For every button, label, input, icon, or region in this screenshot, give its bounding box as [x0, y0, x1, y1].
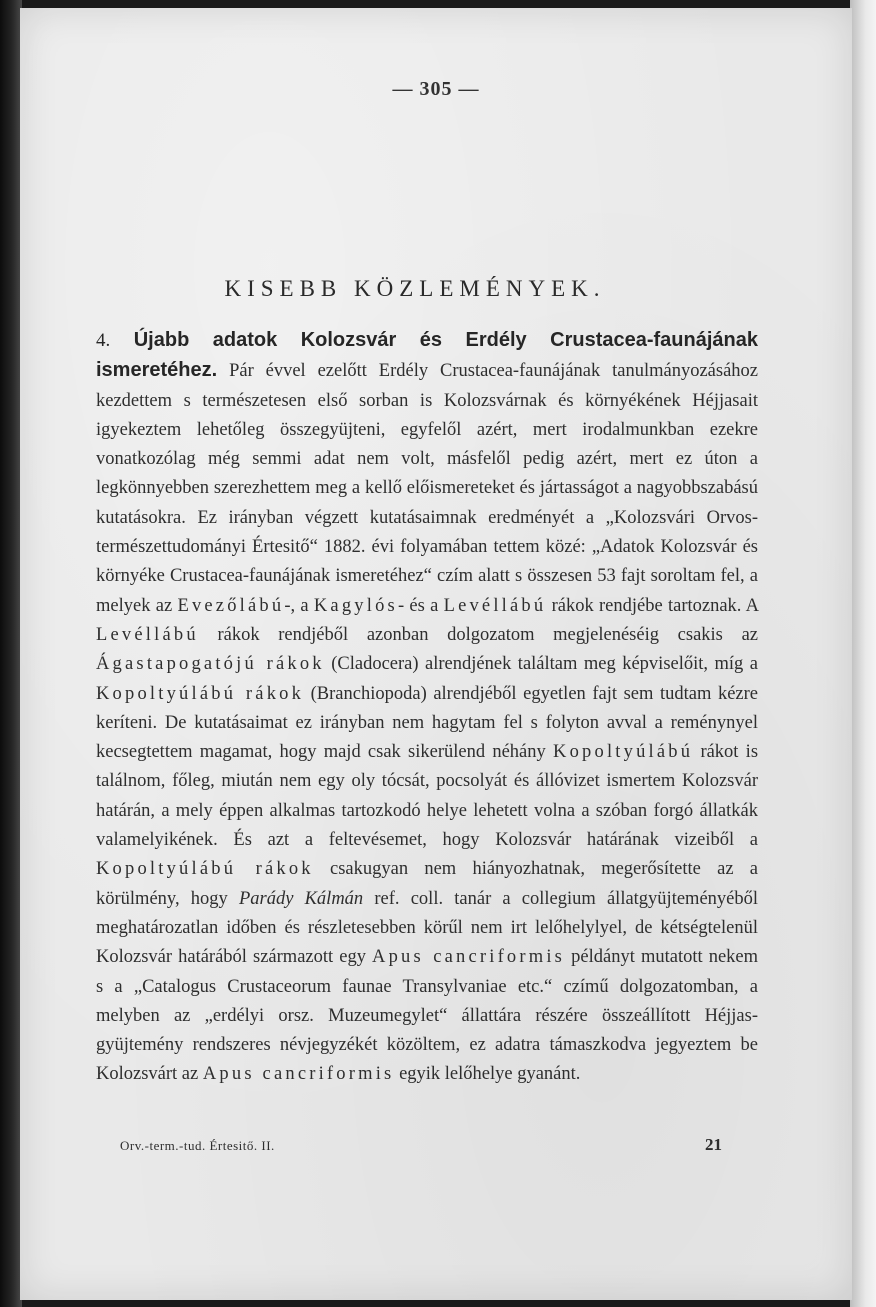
article-text-6: (Cladocera) alrendjének találtam meg képviselőit, míg a — [331, 654, 758, 675]
term-levellabu-2: Levéllábú — [96, 624, 199, 645]
article-text-4: rákok rendjébe tartoznak. A — [551, 595, 759, 616]
term-agastapogatoju: Ágastapogatójú rákok — [96, 654, 325, 675]
article-title: Újabb adatok Kolozsvár és Erdély Crustacea-faunájának ismeretéhez. — [96, 329, 758, 382]
species-apus-2: Apus cancriformis — [202, 1064, 395, 1085]
article-body — [96, 326, 758, 1090]
article-text-3: - és a — [397, 595, 439, 616]
term-kopoltyulabu-3: Kopoltyúlábú rákok — [96, 859, 314, 880]
book-page — [20, 8, 852, 1300]
footer-journal: Orv.-term.-tud. Értesitő. II. — [120, 1138, 275, 1153]
article-text-1: Pár évvel ezelőtt Erdély Crustacea-faunájának tanulmányozásához kezdettem s természetesen első sorban is Kolozsvárnak és környékének Héjjasait igyekeztem lehetőleg összegyüjteni, egyfelől azért, mert irodalmunkban ezekre vonatkozólag még semmi adat nem volt, másfelől pedig azért, mert ez úton a legkönnyebben szerezhettem meg a kellő előismereteket és jártasságot a nagyobbszabású kutatásokra. Ez irányban végzett kutatásaimnak eredményét a „Kolozsvári Orvos-természettudományi Értesitő“ 1882. évi folyamában tettem közé: „Adatok Kolozsvár és környéke Crustacea-faunájának ismeretéhez“ czím alatt s összesen 53 fajt soroltam fel, a melyek az — [96, 361, 759, 616]
person-name: Parády Kálmán — [238, 888, 364, 909]
article-text-2: -, a — [284, 595, 309, 616]
article-text-12: egyik lelőhelye gyanánt. — [399, 1064, 581, 1085]
article-text-8: rákot is találnom, főleg, miután nem egy oly tócsát, pocsolyát és állóvizet ismertem Kolozsvár határán, a mely éppen alkalmas tartozkodó helye lehetett volna a szóban forgó állatkák valamelyikének. És azt a feltevésemet, hogy Kolozsvár határának vizeiből a — [96, 742, 759, 851]
article-text-9: csakugyan nem hiányozhatnak, megerősítette az a körülmény, hogy — [96, 859, 759, 909]
section-heading: KISEBB KÖZLEMÉNYEK. — [224, 276, 606, 301]
species-apus-1: Apus cancriformis — [372, 947, 566, 968]
footer-sheet-number: 21 — [705, 1135, 722, 1154]
article-text-5: rákok rendjéből azonban dolgozatom megjelenéséig csakis az — [217, 624, 758, 645]
scan-edge-right — [850, 0, 876, 1307]
article-number: 4. — [96, 330, 111, 351]
article-text-11: példányt mutatott nekem s a „Catalogus Crustaceorum faunae Transylvaniae etc.“ czímű dolgozatomban, a melyben az „erdélyi orsz. Muzeumegylet“ állattára részére összeállított Héjjas-gyüjtemény rendszeres névjegyzékét közöltem, ez adatra támaszkodva jegyeztem be Kolozsvárt az — [96, 947, 759, 1085]
term-kagylos: Kagylós — [313, 595, 398, 616]
scan-edge-left — [0, 0, 22, 1307]
term-kopoltyulabu-2: Kopoltyúlábú — [553, 742, 694, 763]
term-levellabu-1: Levéllábú — [443, 595, 547, 616]
term-evezolabu: Evezőlábú — [177, 595, 285, 616]
page-number: — 305 — — [392, 78, 480, 100]
article-text-7: (Branchiopoda) alrendjéből egyetlen fajt sem tudtam kézre keríteni. De kutatásaimat ez irányban nem hagytam fel s folyton avval a reménynyel kecsegtettem magamat, hogy majd csak sikerülend néhány — [96, 683, 758, 763]
term-kopoltyulabu-1: Kopoltyúlábú rákok — [96, 683, 305, 704]
article-text-10: ref. coll. tanár a collegium állatgyüjteményéből meghatározatlan időben és részletesebben körűl nem irt lelőhelylyel, de kétségtelenül Kolozsvár határából származott egy — [96, 888, 759, 968]
